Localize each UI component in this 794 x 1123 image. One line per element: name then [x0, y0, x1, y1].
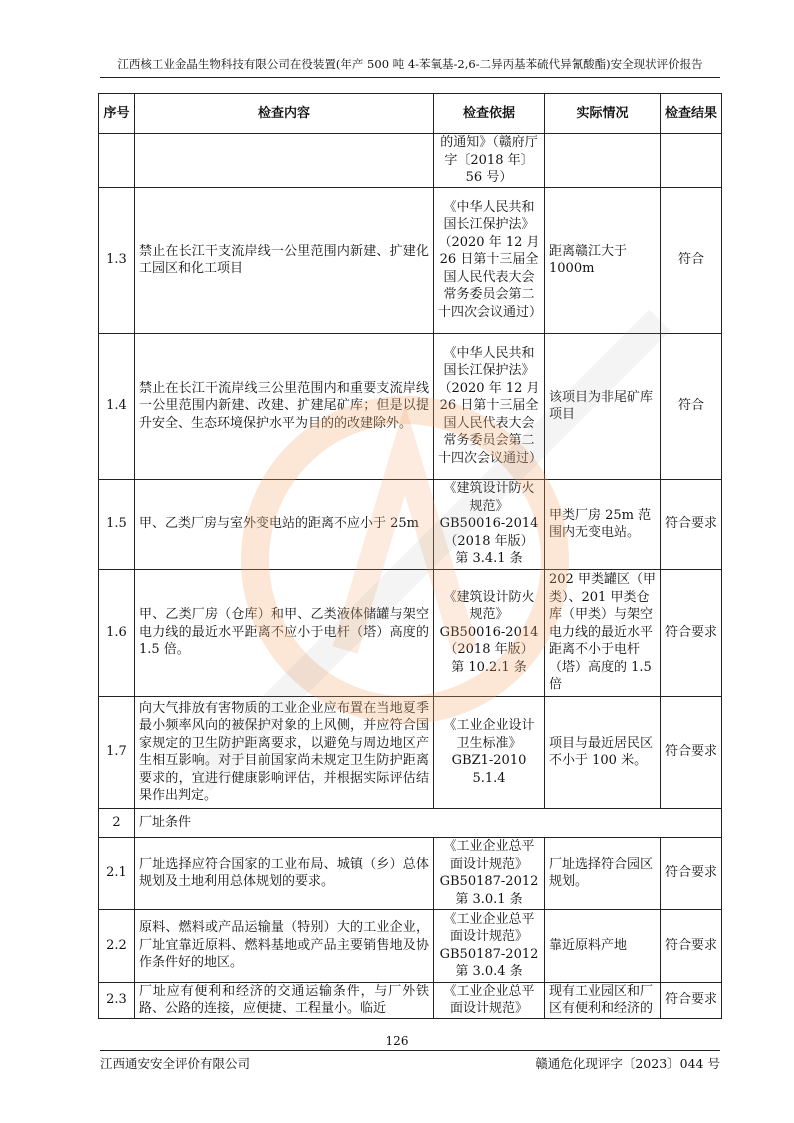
header-basis: 检查依据: [434, 94, 545, 134]
header-divider: [100, 77, 720, 78]
row-actual: [545, 134, 661, 188]
footer-company: 江西通安安全评价有限公司: [100, 1056, 251, 1071]
row-result: 符合要求: [661, 479, 722, 569]
section-title: 厂址条件: [135, 808, 722, 837]
row-actual: 该项目为非尾矿库项目: [545, 333, 661, 479]
row-no: 1.5: [99, 479, 135, 569]
row-no: 2.1: [99, 837, 135, 909]
header-no: 序号: [99, 94, 135, 134]
row-no: 2.2: [99, 909, 135, 982]
row-content: 禁止在长江干支流岸线一公里范围内新建、扩建化工园区和化工项目: [135, 187, 434, 333]
row-result: 符合要求: [661, 696, 722, 808]
row-result: 符合要求: [661, 982, 722, 1018]
row-basis: 《工业企业设计卫生标准》GBZ1-2010 5.1.4: [434, 696, 545, 808]
row-result: 符合要求: [661, 837, 722, 909]
table-row: [99, 569, 722, 696]
row-actual: 项目与最近居民区不小于 100 米。: [545, 696, 661, 808]
report-header-title: 江西核工业金晶生物科技有限公司在役装置(年产 500 吨 4-苯氧基-2,6-二异丙基苯硫代异氰酸酯)安全现状评价报告: [117, 57, 703, 71]
inspection-table: [98, 93, 722, 1019]
row-content: 禁止在长江干流岸线三公里范围内和重要支流岸线一公里范围内新建、改建、扩建尾矿库；但是以提升安全、生态环境保护水平为目的的改建除外。: [135, 333, 434, 479]
row-basis: 《中华人民共和国长江保护法》（2020 年 12 月 26 日第十三届全国人民代表大会常务委员会第二十四次会议通过）: [434, 333, 545, 479]
section-row: [99, 808, 722, 837]
row-result: [661, 134, 722, 188]
row-result: 符合: [661, 187, 722, 333]
page-number: 126: [385, 1034, 409, 1048]
row-result: 符合要求: [661, 569, 722, 696]
footer-divider: [100, 1050, 720, 1051]
row-no: 1.3: [99, 187, 135, 333]
row-actual: 距离赣江大于 1000m: [545, 187, 661, 333]
table-row: [99, 909, 722, 982]
row-no: 1.4: [99, 333, 135, 479]
row-no: 2.3: [99, 982, 135, 1018]
row-basis: 《建筑设计防火规范》GB50016-2014（2018 年版）第 3.4.1 条: [434, 479, 545, 569]
table-row: [99, 982, 722, 1018]
row-basis: 《工业企业总平面设计规范》GB50187-2012 第 3.0.4 条: [434, 909, 545, 982]
table-row: [99, 837, 722, 909]
row-content: 厂址应有便利和经济的交通运输条件，与厂外铁路、公路的连接，应便捷、工程量小。临近: [135, 982, 434, 1018]
row-basis: 《工业企业总平面设计规范》GB50187-2012 第 3.0.1 条: [434, 837, 545, 909]
row-content: 甲、乙类厂房与室外变电站的距离不应小于 25m: [135, 479, 434, 569]
row-no: 1.6: [99, 569, 135, 696]
row-content: 甲、乙类厂房（仓库）和甲、乙类液体储罐与架空电力线的最近水平距离不应小于电杆（塔）高度的 1.5 倍。: [135, 569, 434, 696]
row-result: 符合要求: [661, 909, 722, 982]
row-content: 向大气排放有害物质的工业企业应布置在当地夏季最小频率风向的被保护对象的上风侧，并应符合国家规定的卫生防护距离要求，以避免与周边地区产生相互影响。对于目前国家尚未规定卫生防护距离要求的，宜进行健康影响评估，并根据实际评估结果作出判定。: [135, 696, 434, 808]
table-row: [99, 333, 722, 479]
row-actual: 现有工业园区和厂区有便利和经济的: [545, 982, 661, 1018]
row-basis: 《中华人民共和国长江保护法》（2020 年 12 月 26 日第十三届全国人民代表大会常务委员会第二十四次会议通过）: [434, 187, 545, 333]
row-basis: 《建筑设计防火规范》GB50016-2014（2018 年版）第 10.2.1 条: [434, 569, 545, 696]
section-no: 2: [99, 808, 135, 837]
row-content: [135, 134, 434, 188]
row-result: 符合: [661, 333, 722, 479]
table-header-row: [99, 94, 722, 134]
row-basis: 《工业企业总平面设计规范》: [434, 982, 545, 1018]
header-actual: 实际情况: [545, 94, 661, 134]
table-row: [99, 134, 722, 188]
table-row: [99, 696, 722, 808]
row-no: [99, 134, 135, 188]
row-actual: 厂址选择符合园区规划。: [545, 837, 661, 909]
row-actual: 202 甲类罐区（甲类）、201 甲类仓库（甲类）与架空电力线的最近水平距离不小于电杆（塔）高度的 1.5 倍: [545, 569, 661, 696]
row-actual: 靠近原料产地: [545, 909, 661, 982]
header-result: 检查结果: [661, 94, 722, 134]
row-content: 厂址选择应符合国家的工业布局、城镇（乡）总体规划及土地利用总体规划的要求。: [135, 837, 434, 909]
row-basis: 的通知》（赣府厅字〔2018 年〕56 号）: [434, 134, 545, 188]
table-row: [99, 479, 722, 569]
table-row: [99, 187, 722, 333]
footer-document-number: 赣通危化现评字〔2023〕044 号: [535, 1056, 720, 1071]
row-no: 1.7: [99, 696, 135, 808]
row-content: 原料、燃料或产品运输量（特别）大的工业企业，厂址宜靠近原料、燃料基地或产品主要销售地及协作条件好的地区。: [135, 909, 434, 982]
row-actual: 甲类厂房 25m 范围内无变电站。: [545, 479, 661, 569]
header-content: 检查内容: [135, 94, 434, 134]
